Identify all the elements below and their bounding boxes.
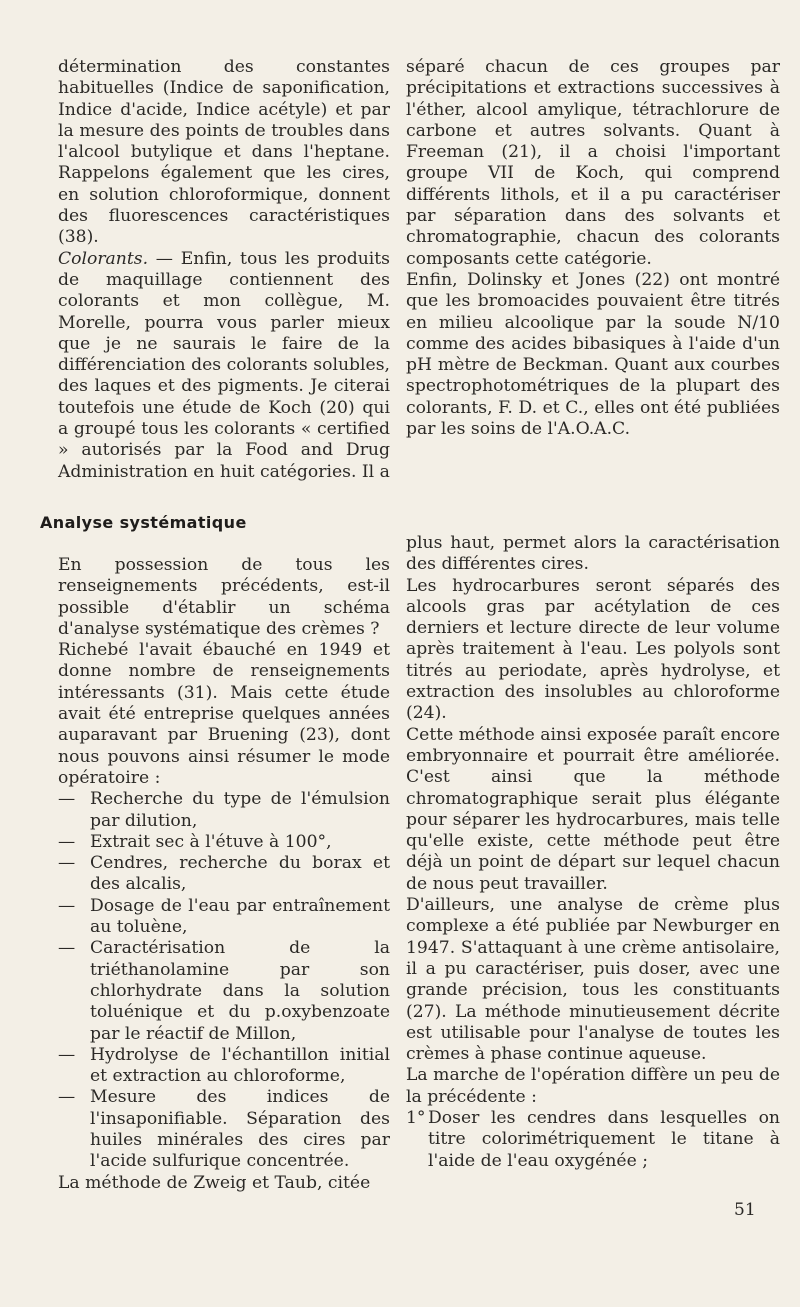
paragraph-cires: plus haut, permet alors la caractérisation des différentes cires.	[406, 533, 780, 575]
procedure-item: — Mesure des indices de l'insaponifiable. Séparation des huiles minérales des cires par l'acide sulfurique concentrée.	[58, 1087, 390, 1172]
paragraph-possession: En possession de tous les renseignements précédents, est-il possible d'établir un schéma d'analyse systématique des crèmes ?	[58, 555, 390, 639]
procedure-list	[58, 789, 390, 1172]
right-column-bottom	[406, 533, 780, 1172]
paragraph-marche: La marche de l'opération diffère un peu de la précédente :	[406, 1065, 780, 1107]
colorants-text: — Enfin, tous les produits de maquillage contiennent des colorants et mon collègue, M. Morelle, pourra vous parler mieux que je ne saurais le faire de la différenciation des colorants solubles, des laques et des pigments. Je citerai toutefois une étude de Koch (20) qui a groupé tous les colorants « certified » autorisés par la Food and Drug Administration en huit catégories. Il a	[58, 248, 390, 482]
paragraph-colorants	[58, 249, 390, 483]
paragraph-constants: détermination des constantes habituelles (Indice de saponification, Indice d'acide, Indice acétyle) et par la mesure des points de troubles dans l'alcool butylique et dans l'heptane. Rappelons également que les cires, en solution chloroformique, donnent des fluorescences caractéristiques (38).	[58, 57, 390, 248]
step-list	[406, 1108, 780, 1172]
right-column-top	[406, 57, 780, 440]
procedure-item: — Dosage de l'eau par entraînement au toluène,	[58, 896, 390, 939]
paragraph-groups: séparé chacun de ces groupes par précipitations et extractions successives à l'éther, alcool amylique, tétrachlorure de carbone et autres solvants. Quant à Freeman (21), il a choisi l'important groupe VII de Koch, qui comprend différents lithols, et il a pu caractériser par séparation dans des solvants et chromatographie, chacun des colorants composants cette catégorie.	[406, 57, 780, 269]
step-number: 1°	[406, 1108, 426, 1129]
procedure-item: — Caractérisation de la triéthanolamine par son chlorhydrate dans la solution toluénique et du p.oxybenzoate par le réactif de Millon,	[58, 938, 390, 1044]
left-column-top	[58, 57, 390, 483]
step-text: Doser les cendres dans lesquelles on titre colorimétriquement le titane à l'aide de l'eau oxygénée ;	[428, 1108, 780, 1171]
paragraph-zweig: La méthode de Zweig et Taub, citée	[58, 1172, 371, 1193]
left-column-bottom	[58, 555, 390, 1194]
procedure-item: — Hydrolyse de l'échantillon initial et extraction au chloroforme,	[58, 1045, 390, 1088]
procedure-item: — Extrait sec à l'étuve à 100°,	[58, 832, 390, 853]
page-number: 51	[734, 1200, 756, 1220]
paragraph-bromoacides: Enfin, Dolinsky et Jones (22) ont montré que les bromoacides pouvaient être titrés en milieu alcoolique par la soude N/10 comme des acides bibasiques à l'aide d'un pH mètre de Beckman. Quant aux courbes spectrophotométriques de la plupart des colorants, F. D. et C., elles ont été publiées par les soins de l'A.O.A.C.	[406, 269, 780, 440]
section-heading: Analyse systématique	[40, 513, 247, 532]
paragraph-newburger: D'ailleurs, une analyse de crème plus complexe a été publiée par Newburger en 1947. S'attaquant à une crème antisolaire, il a pu caractériser, puis doser, avec une grande précision, tous les constituants (27). La méthode minutieusement décrite est utilisable pour l'analyse de toutes les crèmes à phase continue aqueuse.	[406, 895, 780, 1065]
paragraph-richebe: Richebé l'avait ébauché en 1949 et donne nombre de renseignements intéressants (31). Mais cette étude avait été entreprise quelques années auparavant par Bruening (23), dont nous pouvons ainsi résumer le mode opératoire :	[58, 640, 390, 788]
colorants-lead: Colorants.	[58, 248, 149, 269]
paragraph-hydrocarbures: Les hydrocarbures seront séparés des alcools gras par acétylation de ces derniers et lecture directe de leur volume après traitement à l'eau. Les polyols sont titrés au periodate, après hydrolyse, et extraction des insolubles au chloroforme (24).	[406, 575, 780, 724]
procedure-item: — Recherche du type de l'émulsion par dilution,	[58, 789, 390, 832]
paragraph-methode: Cette méthode ainsi exposée paraît encore embryonnaire et pourrait être améliorée. C'est ainsi que la méthode chromatographique serait plus élégante pour séparer les hydrocarbures, mais telle qu'elle existe, cette méthode peut être déjà un point de départ sur lequel chacun de nous peut travailler.	[406, 724, 780, 894]
step-item	[406, 1108, 780, 1172]
procedure-item: — Cendres, recherche du borax et des alcalis,	[58, 853, 390, 896]
